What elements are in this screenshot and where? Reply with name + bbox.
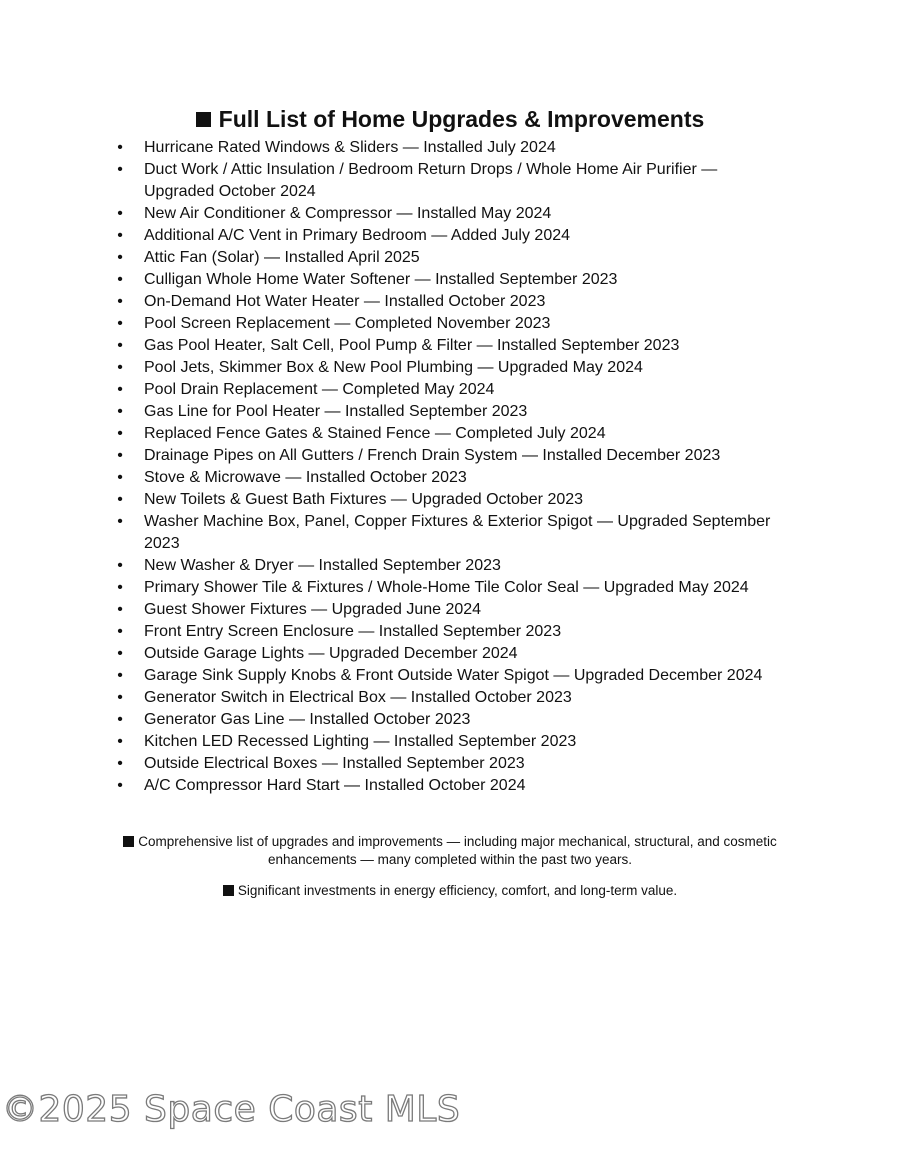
upgrade-item-text: Primary Shower Tile & Fixtures / Whole-Home Tile Color Seal — Upgraded May 2024 <box>144 579 749 596</box>
upgrade-list-item <box>0 621 900 643</box>
upgrade-item-text: Gas Line for Pool Heater — Installed September 2023 <box>144 403 528 420</box>
note-investments-text: Significant investments in energy efficiency, comfort, and long-term value. <box>237 883 678 898</box>
upgrade-list-item <box>0 225 900 247</box>
upgrade-list-item <box>0 247 900 269</box>
upgrade-list-item <box>0 687 900 709</box>
bullet-icon: • <box>117 601 123 618</box>
upgrade-list-item <box>0 137 900 159</box>
upgrade-item-text: Pool Drain Replacement — Completed May 2024 <box>144 381 495 398</box>
upgrade-item-text: Front Entry Screen Enclosure — Installed September 2023 <box>144 623 562 640</box>
bullet-icon: • <box>117 293 123 310</box>
bullet-icon: • <box>117 381 123 398</box>
bullet-icon: • <box>117 447 123 464</box>
upgrade-list-item <box>0 467 900 489</box>
upgrade-item-text: Duct Work / Attic Insulation / Bedroom Return Drops / Whole Home Air Purifier — Upgraded October 2024 <box>144 161 718 200</box>
upgrades-list <box>0 137 900 797</box>
bullet-icon: • <box>117 623 123 640</box>
black-square-icon <box>196 112 211 127</box>
upgrade-item-text: Replaced Fence Gates & Stained Fence — Completed July 2024 <box>144 425 606 442</box>
upgrade-item-text: Additional A/C Vent in Primary Bedroom — Added July 2024 <box>144 227 571 244</box>
upgrade-list-item <box>0 423 900 445</box>
upgrade-list-item <box>0 269 900 291</box>
note-comprehensive <box>0 833 900 869</box>
bullet-icon: • <box>117 205 123 222</box>
bullet-icon: • <box>117 337 123 354</box>
upgrade-item-text: Gas Pool Heater, Salt Cell, Pool Pump & Filter — Installed September 2023 <box>144 337 680 354</box>
upgrade-item-text: Kitchen LED Recessed Lighting — Installed September 2023 <box>144 733 577 750</box>
upgrade-item-text: Garage Sink Supply Knobs & Front Outside Water Spigot — Upgraded December 2024 <box>144 667 763 684</box>
bullet-icon: • <box>117 557 123 574</box>
bullet-icon: • <box>117 777 123 794</box>
bullet-icon: • <box>117 469 123 486</box>
upgrade-list-item <box>0 511 900 555</box>
upgrade-list-item <box>0 159 900 203</box>
upgrade-list-item <box>0 643 900 665</box>
upgrade-item-text: New Toilets & Guest Bath Fixtures — Upgraded October 2023 <box>144 491 584 508</box>
bullet-icon: • <box>117 359 123 376</box>
note-comprehensive-text: Comprehensive list of upgrades and improvements — including major mechanical, structural, and cosmetic enhancements — many completed within the past two years. <box>138 834 777 867</box>
black-square-icon <box>223 885 234 896</box>
upgrade-list-item <box>0 313 900 335</box>
upgrade-item-text: On-Demand Hot Water Heater — Installed October 2023 <box>144 293 546 310</box>
mls-watermark: ©2025 Space Coast MLS <box>2 1089 461 1130</box>
bullet-icon: • <box>117 315 123 332</box>
bullet-icon: • <box>117 645 123 662</box>
upgrade-item-text: New Washer & Dryer — Installed September 2023 <box>144 557 501 574</box>
upgrade-item-text: Attic Fan (Solar) — Installed April 2025 <box>144 249 420 266</box>
upgrade-list-item <box>0 555 900 577</box>
upgrade-item-text: Outside Garage Lights — Upgraded December 2024 <box>144 645 518 662</box>
upgrade-list-item <box>0 753 900 775</box>
bullet-icon: • <box>117 271 123 288</box>
bullet-icon: • <box>117 249 123 266</box>
upgrade-item-text: Outside Electrical Boxes — Installed September 2023 <box>144 755 525 772</box>
upgrade-list-item <box>0 731 900 753</box>
upgrade-item-text: Stove & Microwave — Installed October 2023 <box>144 469 467 486</box>
page-title-text: Full List of Home Upgrades & Improvements <box>218 106 705 133</box>
upgrade-list-item <box>0 577 900 599</box>
notes-section <box>0 833 900 913</box>
upgrade-list-item <box>0 709 900 731</box>
upgrade-list-item <box>0 599 900 621</box>
upgrade-list-item <box>0 203 900 225</box>
upgrade-item-text: Washer Machine Box, Panel, Copper Fixtures & Exterior Spigot — Upgraded September 2023 <box>144 513 771 552</box>
bullet-icon: • <box>117 513 123 530</box>
bullet-icon: • <box>117 733 123 750</box>
upgrade-list-item <box>0 291 900 313</box>
upgrade-item-text: Pool Jets, Skimmer Box & New Pool Plumbing — Upgraded May 2024 <box>144 359 643 376</box>
upgrade-item-text: Pool Screen Replacement — Completed November 2023 <box>144 315 551 332</box>
upgrade-item-text: Guest Shower Fixtures — Upgraded June 2024 <box>144 601 482 618</box>
upgrade-list-item <box>0 665 900 687</box>
upgrade-list-item <box>0 379 900 401</box>
bullet-icon: • <box>117 667 123 684</box>
upgrade-item-text: Generator Switch in Electrical Box — Installed October 2023 <box>144 689 572 706</box>
bullet-icon: • <box>117 139 123 156</box>
upgrade-item-text: New Air Conditioner & Compressor — Installed May 2024 <box>144 205 552 222</box>
bullet-icon: • <box>117 425 123 442</box>
bullet-icon: • <box>117 579 123 596</box>
upgrade-list-item <box>0 401 900 423</box>
bullet-icon: • <box>117 711 123 728</box>
bullet-icon: • <box>117 689 123 706</box>
bullet-icon: • <box>117 403 123 420</box>
upgrade-list-item <box>0 357 900 379</box>
upgrade-item-text: A/C Compressor Hard Start — Installed October 2024 <box>144 777 526 794</box>
upgrade-list-item <box>0 489 900 511</box>
upgrade-item-text: Generator Gas Line — Installed October 2023 <box>144 711 471 728</box>
upgrade-list-item <box>0 445 900 467</box>
bullet-icon: • <box>117 755 123 772</box>
upgrade-list-item <box>0 775 900 797</box>
page-title <box>0 103 900 135</box>
bullet-icon: • <box>117 227 123 244</box>
upgrade-item-text: Hurricane Rated Windows & Sliders — Installed July 2024 <box>144 139 556 156</box>
upgrade-list-item <box>0 335 900 357</box>
note-investments <box>0 882 900 900</box>
upgrade-item-text: Culligan Whole Home Water Softener — Installed September 2023 <box>144 271 618 288</box>
upgrade-item-text: Drainage Pipes on All Gutters / French Drain System — Installed December 2023 <box>144 447 721 464</box>
bullet-icon: • <box>117 491 123 508</box>
black-square-icon <box>123 836 134 847</box>
bullet-icon: • <box>117 161 123 178</box>
